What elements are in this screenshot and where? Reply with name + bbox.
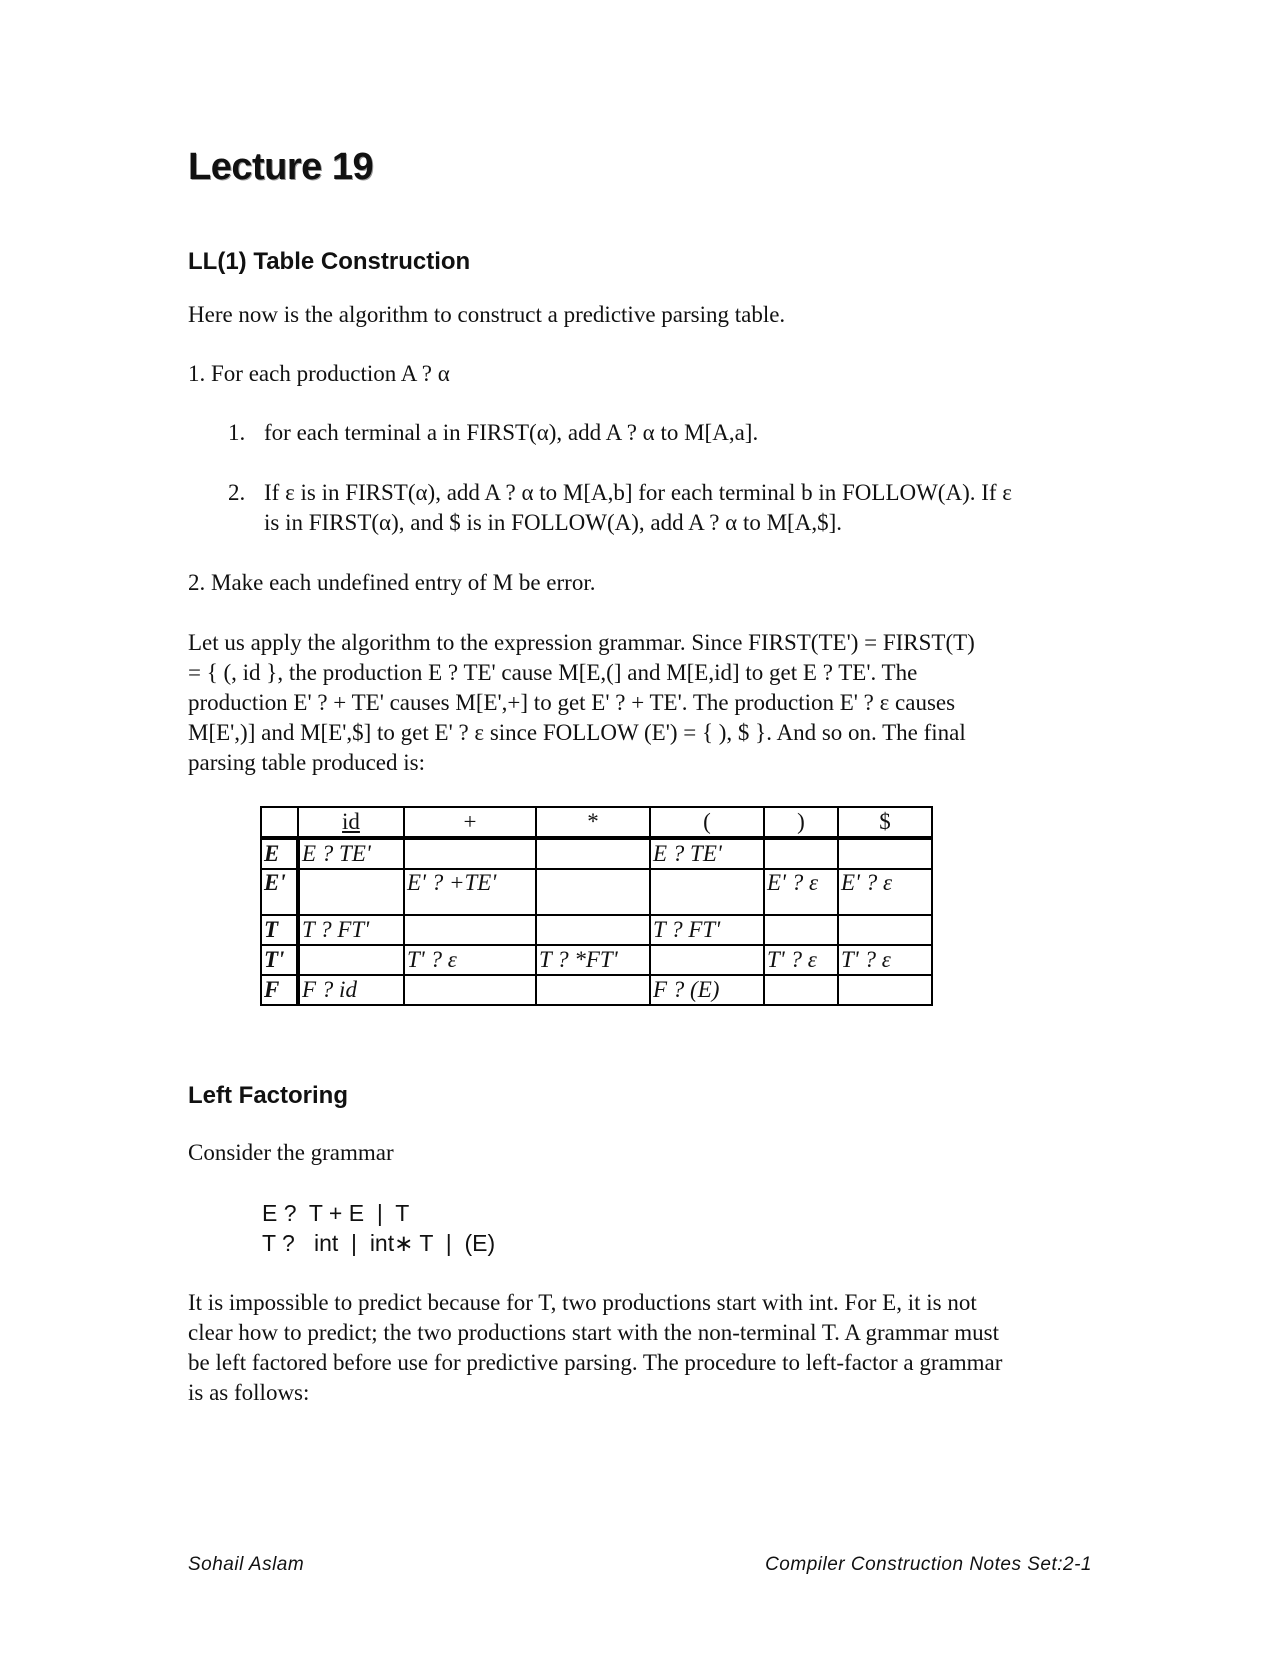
paragraph-line: be left factored before use for predictive parsing. The procedure to left-factor a grammar	[188, 1350, 1003, 1375]
column-header: (	[650, 807, 764, 838]
table-cell: E' ? +TE'	[404, 869, 536, 915]
table-cell	[650, 869, 764, 915]
table-cell	[838, 975, 932, 1005]
table-cell: T ? FT'	[298, 915, 404, 945]
sub-step-1: for each terminal a in FIRST(α), add A ? α to M[A,a].	[264, 420, 759, 445]
grammar-line-2: T ? int | int∗ T | (E)	[262, 1230, 496, 1256]
table-cell: T ? FT'	[650, 915, 764, 945]
table-cell	[404, 975, 536, 1005]
apply-line: parsing table produced is:	[188, 750, 425, 775]
row-header: F	[261, 975, 298, 1005]
step-1: 1. For each production A ? α	[188, 361, 450, 386]
table-row	[261, 869, 932, 915]
table-cell	[536, 838, 650, 869]
table-cell: F ? id	[298, 975, 404, 1005]
column-header: )	[764, 807, 838, 838]
table-cell: E' ? ε	[838, 869, 932, 915]
parsing-table	[260, 806, 933, 1006]
table-cell: E ? TE'	[298, 838, 404, 869]
column-header: $	[838, 807, 932, 838]
table-cell	[764, 838, 838, 869]
left-factoring-paragraph	[188, 1288, 1108, 1408]
table-cell	[536, 915, 650, 945]
table-cell	[650, 945, 764, 975]
consider-paragraph: Consider the grammar	[188, 1140, 394, 1165]
table-cell: E' ? ε	[764, 869, 838, 915]
footer-course: Compiler Construction Notes Set:2-1	[765, 1554, 1092, 1575]
row-header: T'	[261, 945, 298, 975]
table-row	[261, 838, 932, 869]
apply-paragraph	[188, 628, 1108, 778]
page-title: Lecture 19	[188, 146, 374, 188]
table-row	[261, 975, 932, 1005]
column-header: *	[536, 807, 650, 838]
sub-step-2-line-2: is in FIRST(α), and $ is in FOLLOW(A), add A ? α to M[A,$].	[264, 510, 842, 535]
section-heading-left-factoring: Left Factoring	[188, 1082, 348, 1109]
table-cell: E ? TE'	[650, 838, 764, 869]
paragraph-line: It is impossible to predict because for T, two productions start with int. For E, it is not	[188, 1290, 977, 1315]
table-cell	[536, 975, 650, 1005]
row-header: T	[261, 915, 298, 945]
table-cell: T ? *FT'	[536, 945, 650, 975]
sub-step-number-2: 2.	[228, 480, 246, 505]
step-2: 2. Make each undefined entry of M be error.	[188, 570, 596, 595]
table-cell: T' ? ε	[764, 945, 838, 975]
table-cell	[298, 945, 404, 975]
column-header: +	[404, 807, 536, 838]
sub-step-2-line-1: If ε is in FIRST(α), add A ? α to M[A,b] for each terminal b in FOLLOW(A). If ε	[264, 480, 1012, 505]
apply-line: = { (, id }, the production E ? TE' cause M[E,(] and M[E,id] to get E ? TE'. The	[188, 660, 918, 685]
table-cell	[838, 915, 932, 945]
apply-line: production E' ? + TE' causes M[E',+] to get E' ? + TE'. The production E' ? ε causes	[188, 690, 956, 715]
section-heading-ll1: LL(1) Table Construction	[188, 248, 471, 275]
paragraph-line: is as follows:	[188, 1380, 310, 1405]
table-cell: T' ? ε	[838, 945, 932, 975]
table-cell	[298, 869, 404, 915]
footer-author: Sohail Aslam	[188, 1554, 305, 1575]
grammar-line-1: E ? T + E | T	[262, 1200, 410, 1226]
table-row	[261, 915, 932, 945]
table-cell: T' ? ε	[404, 945, 536, 975]
intro-paragraph: Here now is the algorithm to construct a predictive parsing table.	[188, 302, 786, 327]
table-cell	[536, 869, 650, 915]
table-header-row	[261, 807, 932, 838]
column-header: id	[298, 807, 404, 838]
row-header: E'	[261, 869, 298, 915]
row-header: E	[261, 838, 298, 869]
sub-step-number-1: 1.	[228, 420, 246, 445]
paragraph-line: clear how to predict; the two productions start with the non-terminal T. A grammar must	[188, 1320, 999, 1345]
table-cell	[838, 838, 932, 869]
table-cell	[404, 838, 536, 869]
table-cell: F ? (E)	[650, 975, 764, 1005]
table-row	[261, 945, 932, 975]
table-cell	[764, 915, 838, 945]
apply-line: M[E',)] and M[E',$] to get E' ? ε since FOLLOW (E') = { ), $ }. And so on. The final	[188, 720, 966, 745]
table-cell	[764, 975, 838, 1005]
table-cell	[404, 915, 536, 945]
apply-line: Let us apply the algorithm to the expression grammar. Since FIRST(TE') = FIRST(T)	[188, 630, 975, 655]
table-corner	[261, 807, 298, 838]
